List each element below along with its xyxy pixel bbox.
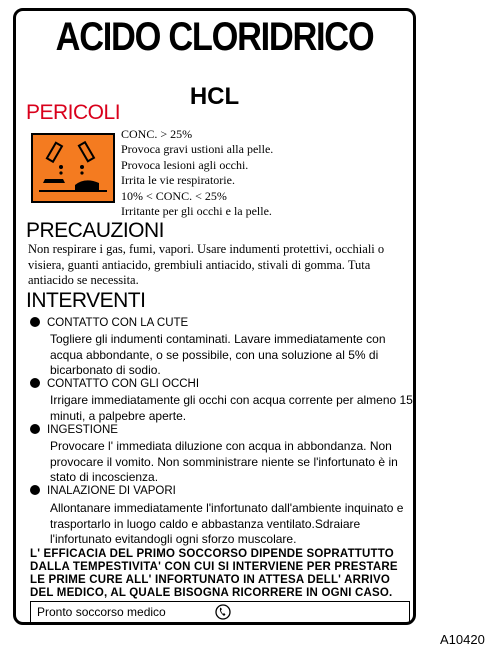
pericoli-heading: PERICOLI: [26, 101, 121, 124]
intervention-label: CONTATTO CON GLI OCCHI: [30, 378, 199, 390]
product-code: A10420: [440, 632, 485, 647]
intervention-label: CONTATTO CON LA CUTE: [30, 317, 188, 329]
emergency-label: Pronto soccorso medico: [37, 605, 166, 619]
interventi-heading: INTERVENTI: [26, 289, 146, 312]
intervention-label: INALAZIONE DI VAPORI: [30, 485, 176, 497]
sign-title: ACIDO CLORIDRICO: [55, 15, 374, 59]
hazard-line: 10% < CONC. < 25%: [121, 189, 227, 203]
safety-sign: [13, 8, 416, 625]
hazard-line: Provoca lesioni agli occhi.: [121, 158, 249, 172]
bullet-icon: [30, 424, 40, 434]
bullet-icon: [30, 378, 40, 388]
phone-icon: [215, 604, 231, 620]
intervention-label: INGESTIONE: [30, 424, 118, 436]
corrosive-icon: [31, 133, 115, 203]
emergency-box: [30, 601, 410, 623]
chemical-formula: HCL: [189, 83, 240, 110]
intervention-text: Togliere gli indumenti contaminati. Lavare immediatamente con acqua abbondante, o se possibile, con una soluzione al 5% di bicarbonato di sodio.: [50, 332, 386, 377]
footer-notice: L' EFFICACIA DEL PRIMO SOCCORSO DIPENDE SOPRATTUTTO DALLA TEMPESTIVITA' CON CUI SI INTERVIENE PER PRESTARE LE PRIME CURE ALL' INFORTUNATO IN ATTESA DELL' ARRIVO DEL MEDICO, AL QUALE BISOGNA RICORRERE IN OGNI CASO.: [30, 548, 398, 599]
bullet-icon: [30, 485, 40, 495]
intervention-text: Provocare l' immediata diluzione con acqua in abbondanza. Non provocare il vomito. Non somministrare niente se l'infortunato è in stato di incoscienza.: [50, 439, 398, 484]
precauzioni-heading: PRECAUZIONI: [26, 219, 165, 242]
bullet-icon: [30, 317, 40, 327]
precauzioni-text: Non respirare i gas, fumi, vapori. Usare indumenti protettivi, occhiali o visiera, guanti antiacido, grembiuli antiacido, stivali di gomma. Tuta antiacido se necessita.: [28, 242, 385, 287]
hazard-line: Provoca gravi ustioni alla pelle.: [121, 142, 274, 156]
intervention-text: Allontanare immediatamente l'infortunato dall'ambiente inquinato e trasportarlo in luogo caldo e abbastanza ventilato.Sdraiare l'infortunato evitandogli ogni sforzo muscolare.: [50, 501, 404, 546]
hazard-line: Irritante per gli occhi e la pelle.: [121, 204, 272, 218]
intervention-text: Irrigare immediatamente gli occhi con acqua corrente per almeno 15 minuti, a palpebre aperte.: [50, 393, 413, 423]
hazard-line: Irrita le vie respiratorie.: [121, 173, 235, 187]
hazard-line: CONC. > 25%: [121, 127, 193, 141]
